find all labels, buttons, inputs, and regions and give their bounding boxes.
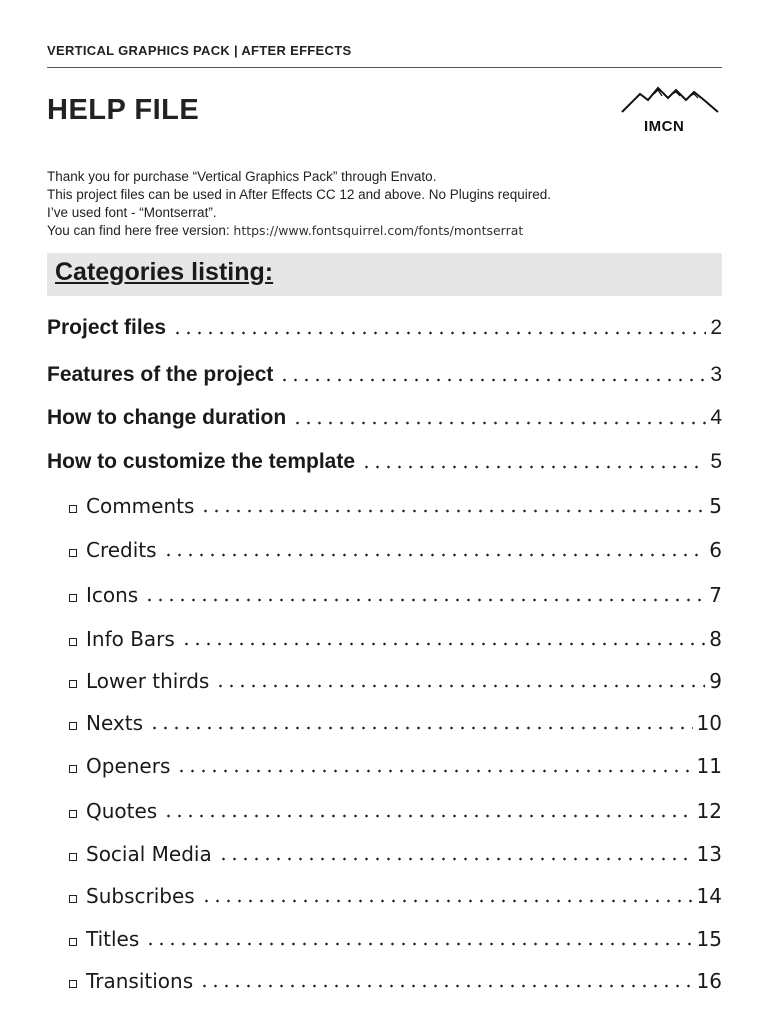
toc-leader-dots (279, 378, 706, 382)
toc-subentry-label: Openers (86, 754, 171, 778)
square-bullet-icon (69, 638, 77, 646)
square-bullet-icon (69, 549, 77, 557)
toc-page-number: 6 (709, 538, 722, 562)
intro-line: I’ve used font - “Montserrat”. (47, 205, 217, 220)
square-bullet-icon (69, 505, 77, 513)
toc-subentry-label: Quotes (86, 799, 158, 823)
square-bullet-icon (69, 680, 77, 688)
toc-subentry[interactable] (69, 750, 722, 778)
toc-entry[interactable] (47, 359, 722, 387)
toc-page-number: 7 (709, 583, 722, 607)
toc-page-number: 15 (696, 927, 722, 951)
toc-leader-dots (172, 331, 706, 335)
toc-leader-dots (181, 642, 705, 646)
toc-entry-label: Project files (47, 316, 167, 339)
toc-subentry[interactable] (69, 534, 722, 562)
header-divider (47, 67, 722, 68)
toc-leader-dots (292, 421, 706, 425)
toc-leader-dots (199, 984, 692, 988)
toc-leader-dots (149, 726, 693, 730)
toc-page-number: 5 (710, 450, 722, 473)
toc-subentry-label: Social Media (86, 842, 212, 866)
toc-page-number: 11 (696, 754, 722, 778)
toc-subentry[interactable] (69, 579, 722, 607)
toc-subentry-label: Lower thirds (86, 669, 210, 693)
toc-leader-dots (145, 942, 692, 946)
toc-page-number: 9 (709, 669, 722, 693)
toc-subentry[interactable] (69, 665, 722, 693)
toc-entry[interactable] (47, 402, 722, 430)
toc-subentry[interactable] (69, 623, 722, 651)
toc-page-number: 5 (709, 494, 722, 518)
toc-page-number: 16 (696, 969, 722, 993)
toc-page-number: 13 (696, 842, 722, 866)
toc-entry-label: How to change duration (47, 406, 287, 429)
toc-entry[interactable] (47, 312, 722, 340)
square-bullet-icon (69, 594, 77, 602)
toc-subentry[interactable] (69, 490, 722, 518)
toc-subentry-label: Comments (86, 494, 195, 518)
categories-header (47, 253, 722, 296)
toc-leader-dots (176, 769, 692, 773)
toc-entry[interactable] (47, 446, 722, 474)
font-source-link[interactable]: https://www.fontsquirrel.com/fonts/montserrat (233, 223, 524, 238)
toc-page-number: 12 (696, 799, 722, 823)
toc-subentry-label: Icons (86, 583, 139, 607)
toc-entry-label: Features of the project (47, 363, 274, 386)
logo-wordmark: IMCN (644, 118, 685, 135)
help-file-page (47, 0, 722, 1024)
brand-logo (620, 84, 720, 140)
mountain-logo-icon (620, 84, 720, 114)
toc-leader-dots (163, 814, 692, 818)
toc-page-number: 14 (696, 884, 722, 908)
toc-leader-dots (201, 899, 693, 903)
toc-leader-dots (361, 465, 706, 469)
toc-entry-label: How to customize the template (47, 450, 356, 473)
toc-page-number: 3 (710, 363, 722, 386)
toc-subentry[interactable] (69, 965, 722, 993)
square-bullet-icon (69, 938, 77, 946)
toc-subentry-label: Nexts (86, 711, 144, 735)
square-bullet-icon (69, 853, 77, 861)
toc-subentry-label: Transitions (86, 969, 194, 993)
toc-subentry[interactable] (69, 838, 722, 866)
toc-leader-dots (218, 857, 693, 861)
intro-line: This project files can be used in After Effects CC 12 and above. No Plugins required. (47, 187, 552, 202)
toc-subentry[interactable] (69, 795, 722, 823)
square-bullet-icon (69, 765, 77, 773)
toc-page-number: 4 (710, 406, 722, 429)
toc-page-number: 8 (709, 627, 722, 651)
toc-leader-dots (163, 553, 706, 557)
toc-subentry-label: Titles (86, 927, 140, 951)
toc-leader-dots (215, 684, 705, 688)
toc-leader-dots (200, 509, 705, 513)
square-bullet-icon (69, 980, 77, 988)
intro-line-font-source (47, 222, 722, 240)
intro-text (47, 168, 722, 240)
toc-subentry[interactable] (69, 923, 722, 951)
square-bullet-icon (69, 810, 77, 818)
toc-subentry-label: Credits (86, 538, 157, 562)
page-title: HELP FILE (47, 94, 200, 126)
toc-subentry-label: Subscribes (86, 884, 195, 908)
toc-page-number: 2 (710, 316, 722, 339)
pack-title: VERTICAL GRAPHICS PACK | AFTER EFFECTS (47, 43, 352, 58)
font-source-label: You can find here free version: (47, 223, 230, 238)
toc-subentry-label: Info Bars (86, 627, 175, 651)
square-bullet-icon (69, 722, 77, 730)
toc-subentry[interactable] (69, 707, 722, 735)
toc-leader-dots (144, 598, 705, 602)
toc-page-number: 10 (696, 711, 722, 735)
intro-line: Thank you for purchase “Vertical Graphics Pack” through Envato. (47, 169, 437, 184)
toc-subentry[interactable] (69, 880, 722, 908)
categories-title: Categories listing: (55, 258, 274, 286)
square-bullet-icon (69, 895, 77, 903)
